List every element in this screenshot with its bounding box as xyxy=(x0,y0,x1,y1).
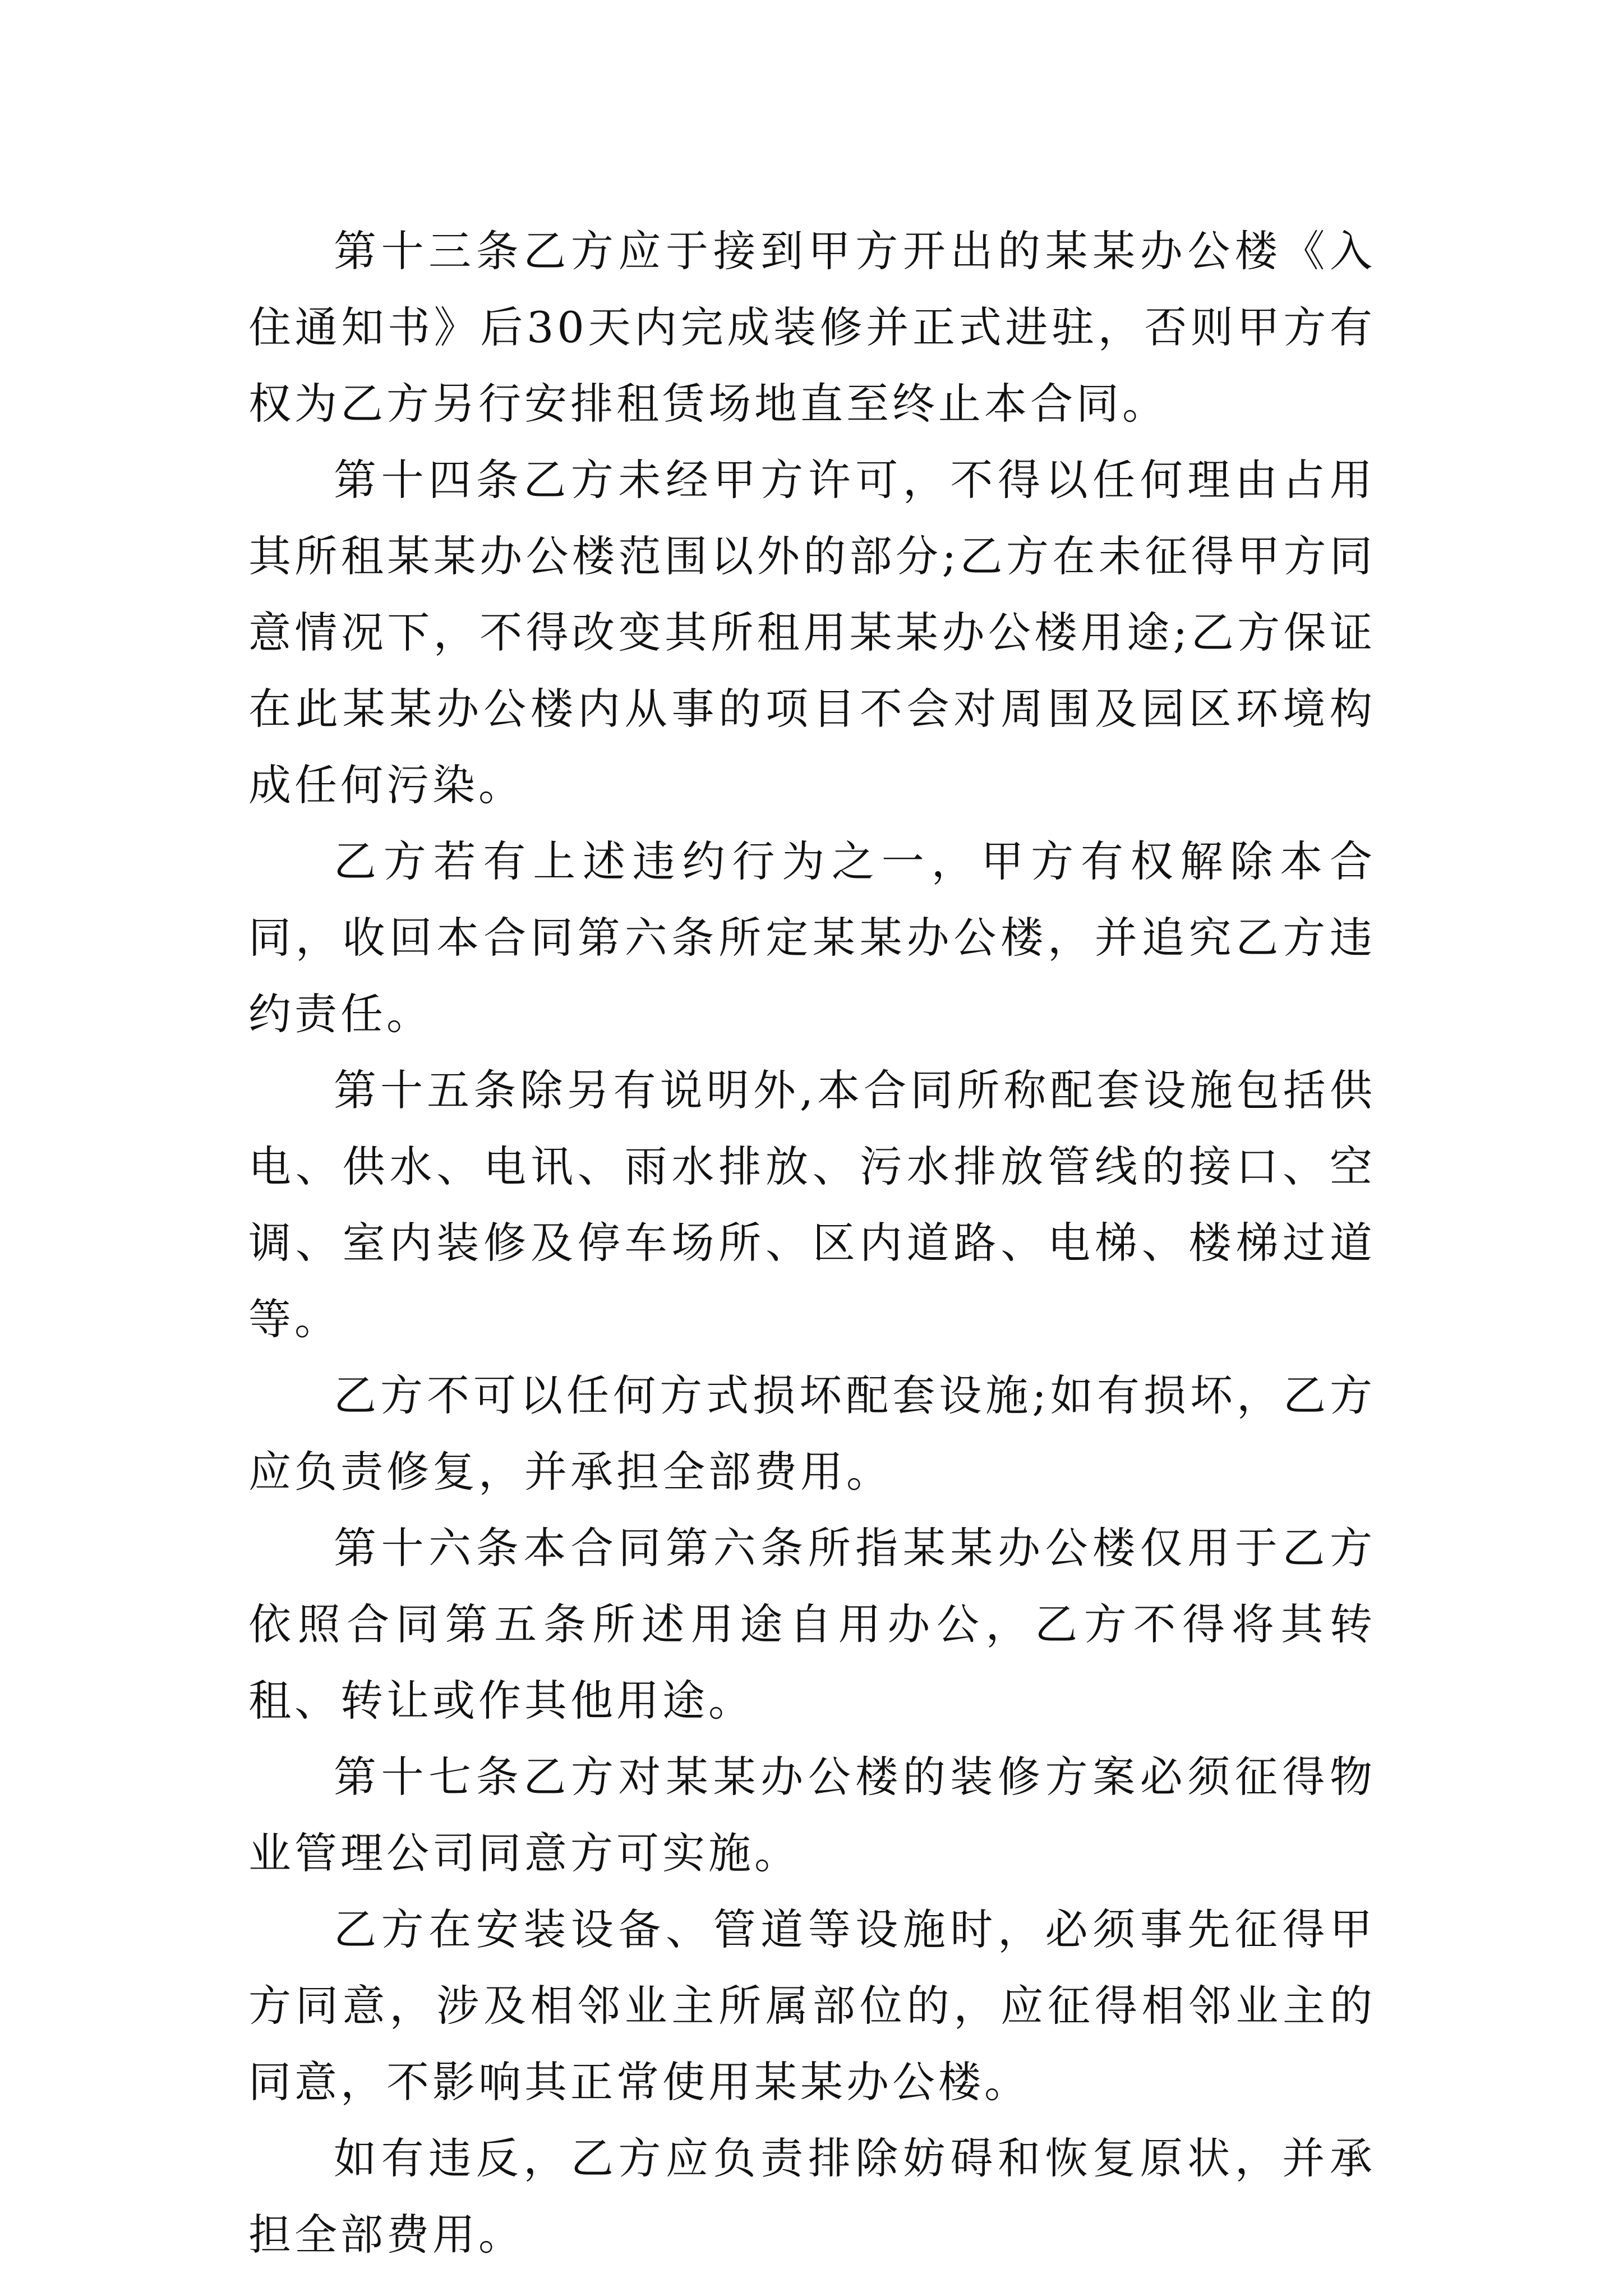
paragraph-article-13: 第十三条乙方应于接到甲方开出的某某办公楼《入住通知书》后30天内完成装修并正式进驻，否则甲方有权为乙方另行安排租赁场地直至终止本合同。 xyxy=(248,226,1376,429)
paragraph-installation: 乙方在安装设备、管道等设施时，必须事先征得甲方同意，涉及相邻业主所属部位的，应征得相邻业主的同意，不影响其正常使用某某办公楼。 xyxy=(248,1904,1376,2107)
paragraph-breach-clause: 乙方若有上述违约行为之一，甲方有权解除本合同，收回本合同第六条所定某某办公楼，并追究乙方违约责任。 xyxy=(248,836,1376,1039)
paragraph-facility-damage: 乙方不可以任何方式损坏配套设施;如有损坏，乙方应负责修复，并承担全部费用。 xyxy=(248,1370,1376,1497)
paragraph-article-15: 第十五条除另有说明外,本合同所称配套设施包括供电、供水、电讯、雨水排放、污水排放管线的接口、空调、室内装修及停车场所、区内道路、电梯、楼梯过道等。 xyxy=(248,1065,1376,1344)
paragraph-article-17: 第十七条乙方对某某办公楼的装修方案必须征得物业管理公司同意方可实施。 xyxy=(248,1752,1376,1878)
paragraph-violation: 如有违反，乙方应负责排除妨碍和恢复原状，并承担全部费用。 xyxy=(248,2133,1376,2260)
paragraph-article-16: 第十六条本合同第六条所指某某办公楼仅用于乙方依照合同第五条所述用途自用办公，乙方不得将其转租、转让或作其他用途。 xyxy=(248,1523,1376,1726)
paragraph-article-14: 第十四条乙方未经甲方许可，不得以任何理由占用其所租某某办公楼范围以外的部分;乙方在未征得甲方同意情况下，不得改变其所租用某某办公楼用途;乙方保证在此某某办公楼内从事的项目不会对周围及园区环境构成任何污染。 xyxy=(248,455,1376,810)
document-body xyxy=(248,213,1376,2273)
